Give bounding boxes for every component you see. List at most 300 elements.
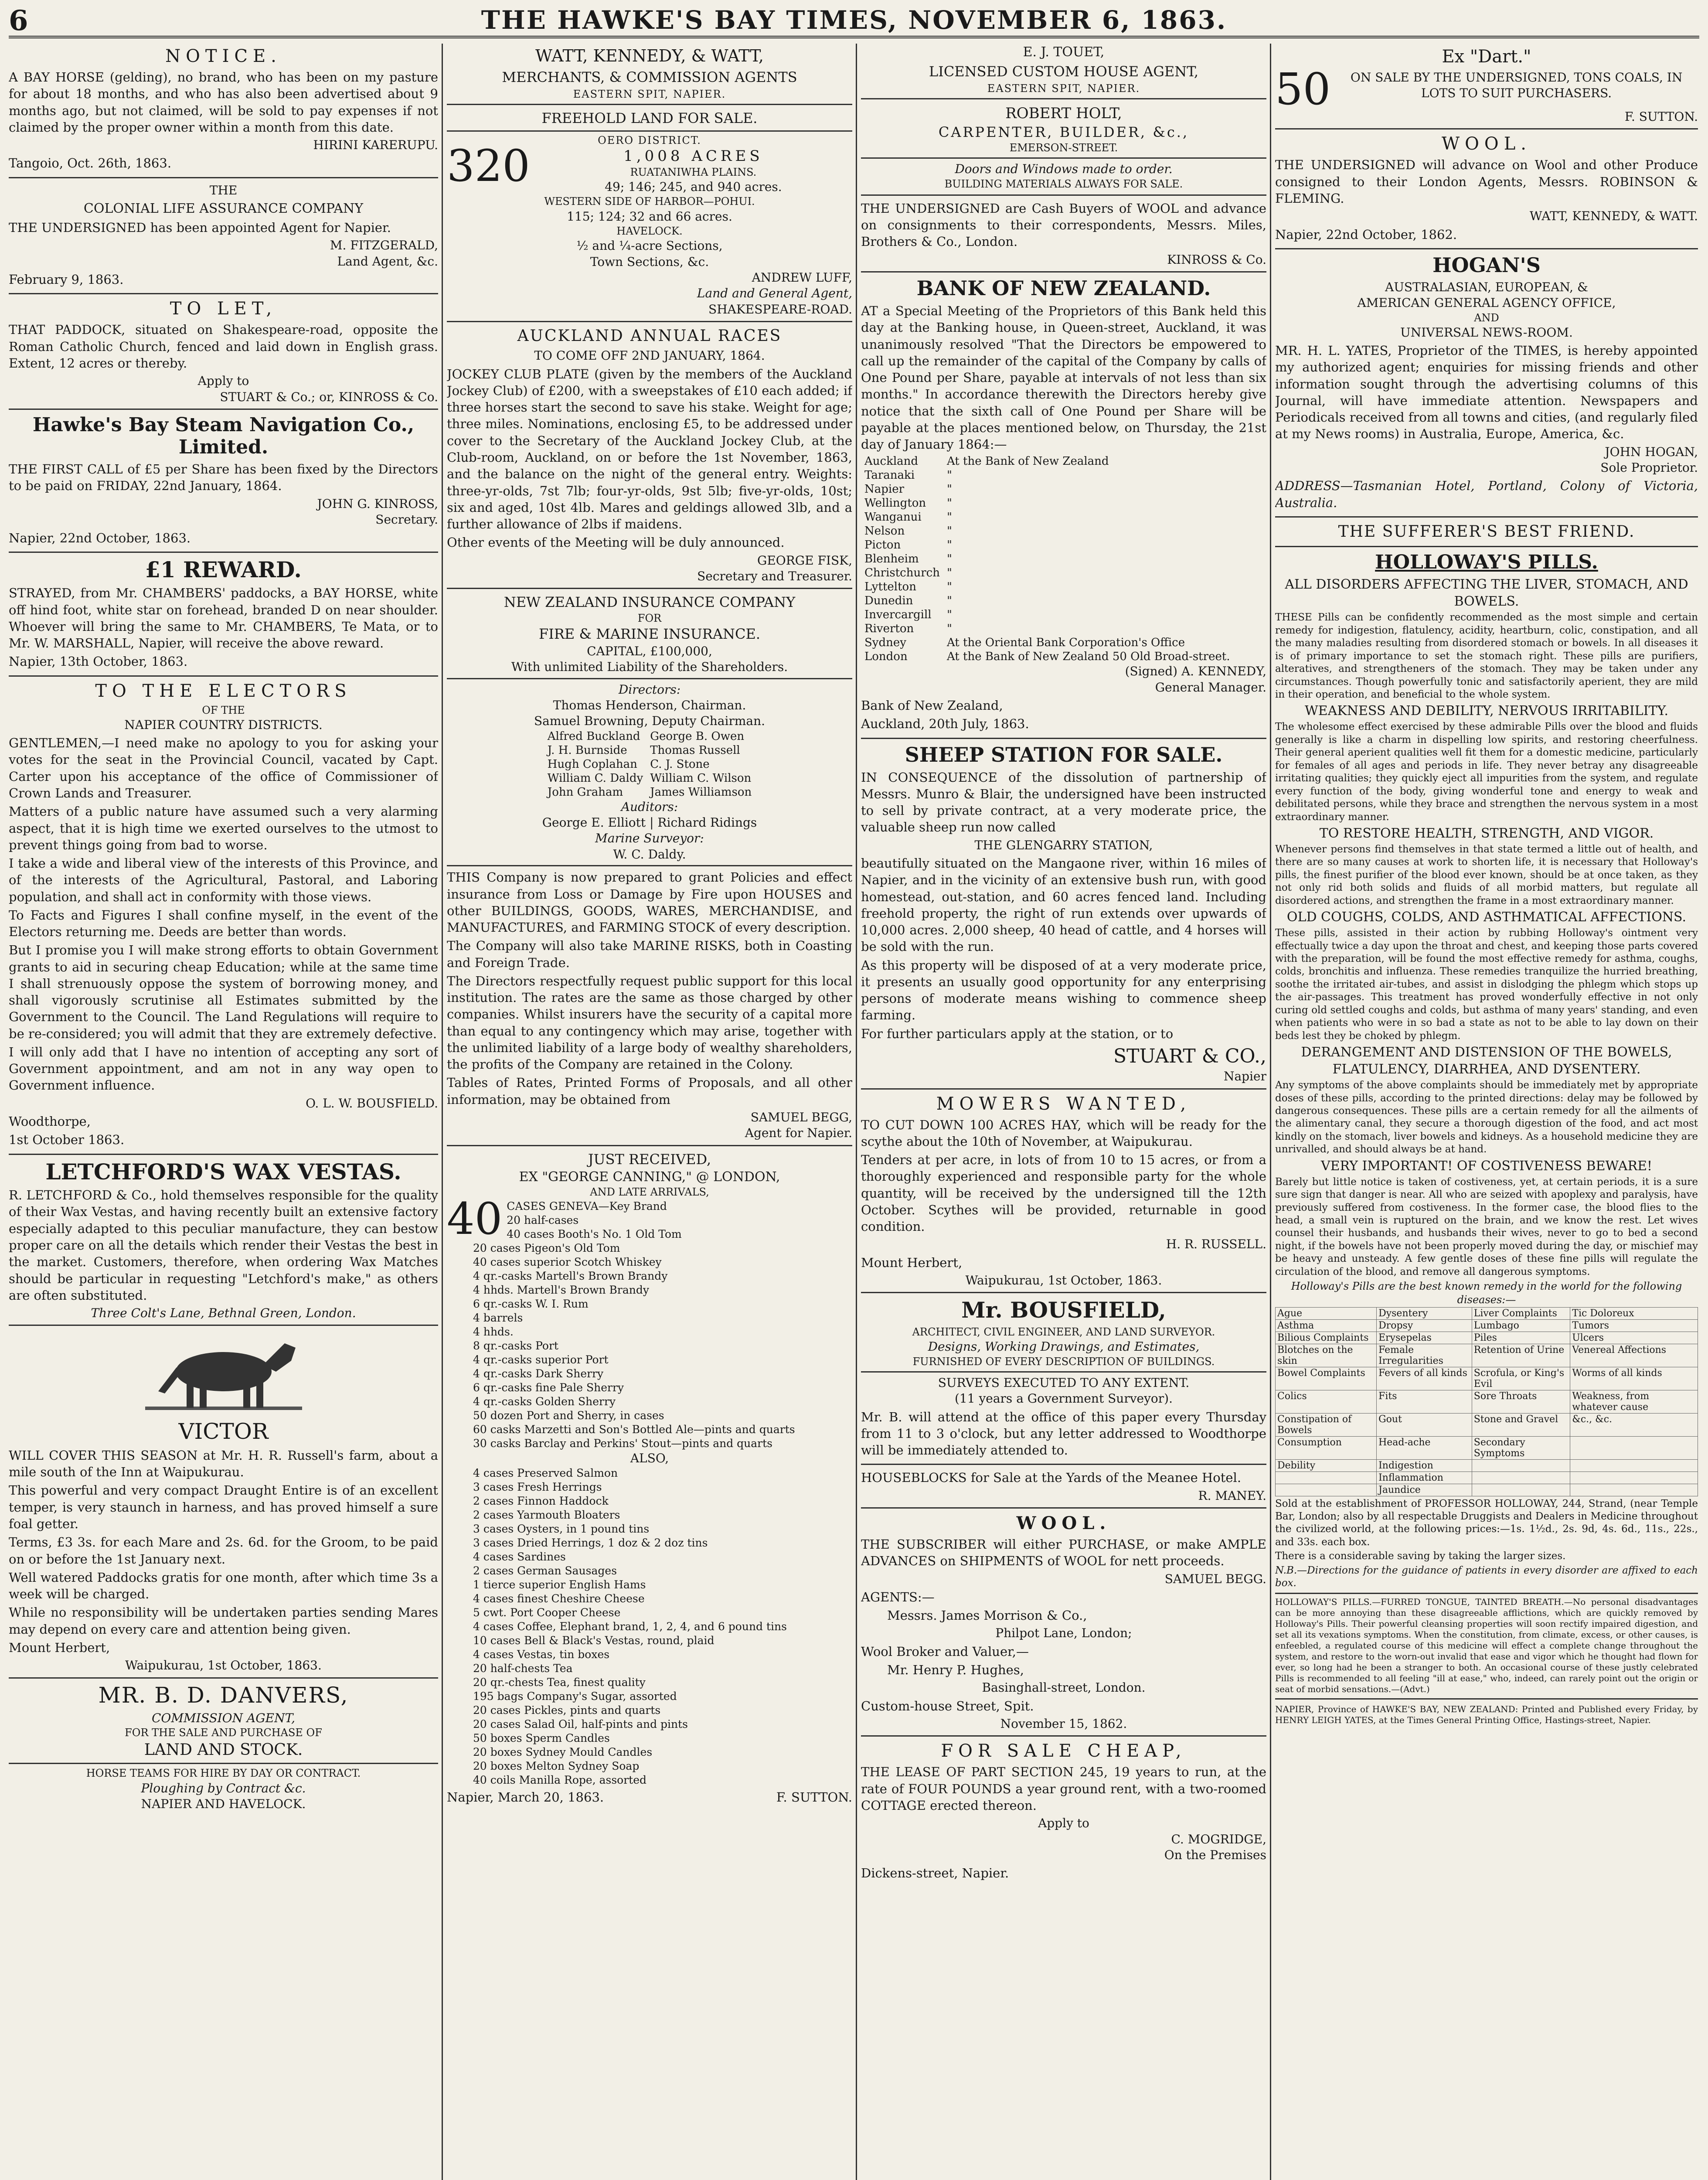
list-item: 20 half-chests Tea <box>473 1662 573 1675</box>
ad-bousfield <box>861 1298 1266 1465</box>
ad-signature: (Signed) A. KENNEDY, <box>1125 664 1266 679</box>
payment-location: " <box>946 608 952 622</box>
ad-subtitle: ARCHITECT, CIVIL ENGINEER, AND LAND SURVEYOR. <box>912 1325 1215 1338</box>
ad-title: Hawke's Bay Steam Navigation Co., Limited. <box>32 414 415 458</box>
ad-touet <box>861 44 1266 99</box>
ad-signature: O. L. W. BOUSFIELD. <box>306 1096 438 1110</box>
ad-subtitle: (11 years a Government Surveyor). <box>955 1391 1173 1406</box>
ad-paragraph: The Directors respectfully request public support for this local institution. The rates are the same as those charged by other companies. Whilst insurers have the security of a capital more than equal to any contingency which may arise, together with the unlimited liability of a large body of wealthy shareholders, the profits of the Company are retained in the Colony. <box>447 973 852 1072</box>
disease-cell: Jaundice <box>1377 1484 1472 1496</box>
ad-paragraph: THIS Company is now prepared to grant Policies and effect insurance from Loss or Damage by Fire upon HOUSES and other BUILDINGS, GOODS, WARES, MERCHANDISE, and MANUFACTURES, and FARMING STOCK of every description. <box>447 870 852 935</box>
list-item: 6 qr.-casks fine Pale Sherry <box>473 1381 624 1394</box>
acreage-number: 320 <box>447 146 530 191</box>
ad-subtitle: FURNISHED OF EVERY DESCRIPTION OF BUILDINGS. <box>912 1355 1215 1368</box>
list-item: 10 cases Bell & Black's Vestas, round, plaid <box>473 1634 715 1647</box>
disease-cell: Blotches on the skin <box>1276 1344 1377 1367</box>
ad-address: Three Colt's Lane, Bethnal Green, London. <box>91 1306 356 1321</box>
list-item: 4 hhds. Martell's Brown Brandy <box>473 1283 649 1296</box>
ad-nz-insurance: NEW ZEALAND INSURANCE COMPANY FOR FIRE & MARINE INSURANCE. CAPITAL, £100,000, With unlimited Liability of the Shareholders. Directors: Thomas Henderson, Chairman. Samuel Browning, Deputy Chairman. Alfred Buckland George B. Owen J. H. Burnside Thomas Russell Hugh Coplahan C. J. Stone William C. Daldy William C. Wilson John Graham James Williamson Auditors: George E. Elliott | Richard Ridings Marine Surveyor: W. C. Daldy. THIS Company is now prepared to grant Policies and effect insurance from Loss or Damage by Fire upon HOUSES and other BUILDINGS, GOODS, WARES, MERCHANDISE, and MANUFACTURES, and FARMING STOCK of every description. The Company will also take MARINE RISKS, both in Coasting and Foreign Trade. The Directors respectfully request public support for this local institution. The rates are the same as those charged by other companies. Whilst insurers have the security of a capital more than equal to any contingency which may arise, together with the unlimited liability of a large body of wealthy shareholders, the profits of the Company are retained in the Colony. Tables of Rates, Printed Forms of Proposals, and all other information, may be obtained from SAMUEL BEGG, Agent for Napier. <box>447 593 852 1146</box>
ad-paragraph: This powerful and very compact Draught Entire is of an excellent temper, is very staunch in harness, and has proved himself a sure foal getter. <box>9 1483 438 1531</box>
ad-date: Napier, 13th October, 1863. <box>9 654 188 669</box>
ad-signature-role: Land Agent, &c. <box>337 254 438 269</box>
list-item: 3 cases Dried Herrings, 1 doz & 2 doz tins <box>473 1536 708 1549</box>
place-name: Auckland <box>864 455 919 468</box>
list-item: 40 cases Booth's No. 1 Old Tom <box>507 1227 682 1240</box>
column-rule <box>856 44 857 2180</box>
ad-subtitle: Designs, Working Drawings, and Estimates, <box>928 1339 1200 1354</box>
ad-paragraph: N.B.—Directions for the guidance of patients in every disorder are affixed to each box. <box>1275 1564 1698 1589</box>
ad-lots: ½ and ¼-acre Sections, <box>576 238 723 253</box>
payment-places-table <box>861 454 1234 664</box>
auditor-name: Richard Ridings <box>657 815 757 830</box>
ad-date: November 15, 1862. <box>1000 1717 1127 1731</box>
ad-title: NEW ZEALAND INSURANCE COMPANY <box>504 594 796 611</box>
list-item: 2 cases Yarmouth Bloaters <box>473 1508 620 1521</box>
ad-body: THAT PADDOCK, situated on Shakespeare-road, opposite the Roman Catholic Church, fenced and laid down in English grass. Extent, 12 acres or thereby. <box>9 322 438 371</box>
disease-cell: Bowel Complaints <box>1276 1367 1377 1390</box>
section-heading: OLD COUGHS, COLDS, AND ASTHMATICAL AFFECTIONS. <box>1286 909 1687 925</box>
payment-location: " <box>946 511 952 524</box>
director-name: William C. Daldy <box>547 771 643 785</box>
section-heading: DERANGEMENT AND DISTENSION OF THE BOWELS, FLATULENCY, DIARRHEA, AND DYSENTERY. <box>1301 1045 1672 1077</box>
disease-cell <box>1472 1484 1570 1496</box>
ad-signature-role: Sole Proprietor. <box>1600 460 1698 475</box>
ad-place: Woodthorpe, <box>9 1114 91 1129</box>
disease-cell <box>1570 1472 1698 1484</box>
ad-address: ADDRESS—Tasmanian Hotel, Portland, Colony of Victoria, Australia. <box>1275 478 1698 510</box>
divider <box>9 1763 438 1764</box>
ad-signature-role: Agent for Napier. <box>745 1126 852 1141</box>
disease-cell: Lumbago <box>1472 1319 1570 1332</box>
ad-sufferers-friend <box>1275 522 1698 547</box>
list-item: 20 qr.-chests Tea, finest quality <box>473 1676 646 1689</box>
disease-cell: Tumors <box>1570 1319 1698 1332</box>
ad-title: HOGAN'S <box>1432 253 1541 277</box>
list-item: 4 cases Vestas, tin boxes <box>473 1648 610 1661</box>
ad-title: Ex "Dart." <box>1442 47 1531 67</box>
ad-wool-watt <box>1275 134 1698 249</box>
director-name: Thomas Russell <box>650 743 740 757</box>
ad-title: FOR SALE CHEAP, <box>941 1741 1187 1761</box>
ad-label: Auditors: <box>621 799 678 814</box>
ad-subtitle: FIRE & MARINE INSURANCE. <box>538 626 760 643</box>
ad-place: Tangoio, Oct. 26th, 1863. <box>9 156 172 171</box>
place-name: Nelson <box>864 525 905 538</box>
payment-location: " <box>946 497 952 510</box>
director-name: James Williamson <box>650 785 752 799</box>
ad-subtitle: COMMISSION AGENT, <box>151 1711 296 1725</box>
disease-cell: Bilious Complaints <box>1276 1332 1377 1344</box>
ad-signature-role: Napier <box>1223 1069 1266 1084</box>
ad-houseblocks <box>861 1469 1266 1509</box>
ad-label: AGENTS:— <box>861 1589 935 1604</box>
agent-line: Mr. Henry P. Hughes, <box>887 1662 1024 1678</box>
list-item: 20 cases Pigeon's Old Tom <box>473 1241 620 1254</box>
list-item: 3 cases Oysters, in 1 pound tins <box>473 1522 650 1535</box>
ad-danvers <box>9 1683 438 1816</box>
ad-reward <box>9 557 438 677</box>
ad-address: Dickens-street, Napier. <box>861 1866 1009 1881</box>
list-item: 2 cases Finnon Haddock <box>473 1494 609 1507</box>
disease-cell: Indigestion <box>1377 1459 1472 1472</box>
section-heading: ALL DISORDERS AFFECTING THE LIVER, STOMACH, AND BOWELS. <box>1285 577 1688 610</box>
payment-location: " <box>946 622 952 636</box>
ad-address: EASTERN SPIT, NAPIER. <box>573 88 726 100</box>
ad-paragraph: Matters of a public nature have assumed such a very alarming aspect, that it is high time we exerted ourselves to the utmost to prevent things going from bad to worse. <box>9 804 438 852</box>
director-name: Alfred Buckland <box>547 729 640 743</box>
ad-title: HOLLOWAY'S PILLS. <box>1375 551 1598 573</box>
ad-signature: SAMUEL BEGG. <box>1164 1571 1266 1586</box>
ad-electors <box>9 681 438 1155</box>
ad-title: WATT, KENNEDY, & WATT, <box>535 46 764 65</box>
ad-signature-role: General Manager. <box>1155 680 1266 695</box>
table-row <box>861 524 1234 538</box>
disease-cell: Liver Complaints <box>1472 1307 1570 1319</box>
page-header <box>9 4 1699 37</box>
ad-title: ROBERT HOLT, <box>1005 105 1122 123</box>
divider <box>447 678 852 679</box>
ad-subtitle: AND LATE ARRIVALS, <box>590 1186 709 1199</box>
ad-hogans <box>1275 254 1698 518</box>
ad-auckland-races <box>447 327 852 589</box>
table-row <box>544 771 755 785</box>
ad-signature: ANDREW LUFF, <box>752 270 852 285</box>
ad-signature: JOHN HOGAN, <box>1605 444 1698 459</box>
table-row <box>1276 1319 1698 1332</box>
table-row <box>861 510 1234 524</box>
ad-line: Doors and Windows made to order. <box>955 162 1173 177</box>
agent-line: Basinghall-street, London. <box>982 1680 1146 1695</box>
ad-date: Waipukurau, 1st October, 1863. <box>965 1273 1162 1288</box>
table-row <box>1276 1459 1698 1472</box>
ad-just-received <box>447 1151 852 1811</box>
disease-cell: Dysentery <box>1377 1307 1472 1319</box>
ad-signature-role: On the Premises <box>1164 1847 1266 1862</box>
disease-cell: Asthma <box>1276 1319 1377 1332</box>
disease-cell: Colics <box>1276 1390 1377 1413</box>
ad-subtitle: HORSE TEAMS FOR HIRE BY DAY OR CONTRACT. <box>86 1767 361 1780</box>
ad-address: EMERSON-STREET. <box>1009 142 1118 154</box>
ad-paragraph: The Company will also take MARINE RISKS, both in Coasting and Foreign Trade. <box>447 938 852 970</box>
column-3 <box>861 44 1266 2180</box>
ad-wax-vestas <box>9 1159 438 1326</box>
ad-subtitle: Ploughing by Contract &c. <box>141 1781 306 1795</box>
ad-signature: STUART & Co.; or, KINROSS & Co. <box>220 389 438 404</box>
disease-cell <box>1472 1472 1570 1484</box>
section-heading: TO RESTORE HEALTH, STRENGTH, AND VIGOR. <box>1319 825 1654 841</box>
ad-subtitle: SURVEYS EXECUTED TO ANY EXTENT. <box>938 1375 1190 1390</box>
ad-body: THE FIRST CALL of £5 per Share has been fixed by the Directors to be paid on FRIDAY, 22nd January, 1864. <box>9 462 438 494</box>
ad-address: EASTERN SPIT, NAPIER. <box>987 82 1140 95</box>
ad-district: RUATANIWHA PLAINS. <box>630 166 757 178</box>
ad-subtitle: ALSO, <box>630 1451 669 1465</box>
table-row <box>861 622 1234 636</box>
disease-cell: Female Irregularities <box>1377 1344 1472 1367</box>
ad-paragraph: Well watered Paddocks gratis for one month, after which time 3s a week will be charged. <box>9 1570 438 1602</box>
table-row <box>1276 1307 1698 1319</box>
ad-paragraph: I will only add that I have no intention of accepting any sort of Government appointment, and am not in any way open to Government influence. <box>9 1044 438 1093</box>
ad-subtitle: LICENSED CUSTOM HOUSE AGENT, <box>929 63 1199 80</box>
ad-signature: R. MANEY. <box>1198 1488 1266 1503</box>
list-item: 20 boxes Sydney Mould Candles <box>473 1745 653 1758</box>
goods-list <box>447 1466 852 1787</box>
ad-body: Other events of the Meeting will be duly announced. <box>447 535 785 550</box>
ad-title: £1 REWARD. <box>145 556 302 582</box>
disease-cell: Retention of Urine <box>1472 1344 1570 1367</box>
ad-victor <box>9 1330 438 1678</box>
disease-cell: Ulcers <box>1570 1332 1698 1344</box>
table-row <box>861 594 1234 608</box>
payment-location: At the Bank of New Zealand 50 Old Broad-street. <box>946 650 1230 664</box>
table-row <box>861 580 1234 594</box>
ad-address: SHAKESPEARE-ROAD. <box>708 302 852 317</box>
ad-subtitle: TO COME OFF 2ND JANUARY, 1864. <box>534 348 765 363</box>
column-rule <box>442 44 443 2180</box>
ad-district: HAVELOCK. <box>616 225 683 237</box>
disease-cell <box>1570 1436 1698 1459</box>
ad-signature: M. FITZGERALD, <box>330 238 438 253</box>
diseases-table <box>1275 1307 1698 1496</box>
ad-body: ON SALE BY THE UNDERSIGNED, TONS COALS, IN LOTS TO SUIT PURCHASERS. <box>1350 70 1683 101</box>
ad-signature-role: Secretary and Treasurer. <box>697 569 852 583</box>
list-item: 2 cases German Sausages <box>473 1564 617 1577</box>
ad-signature: C. MOGRIDGE, <box>1171 1832 1266 1846</box>
payment-location: At the Bank of New Zealand <box>946 455 1109 468</box>
ad-title: COLONIAL LIFE ASSURANCE COMPANY <box>83 201 364 217</box>
place-name: Sydney <box>864 636 906 650</box>
list-item: 4 hhds. <box>473 1325 514 1338</box>
ad-signature: STUART & CO., <box>1113 1045 1266 1067</box>
ad-date: Auckland, 20th July, 1863. <box>861 716 1029 732</box>
ad-apply: Apply to <box>1038 1816 1089 1831</box>
payment-location: " <box>946 538 952 552</box>
ad-robert-holt <box>861 104 1266 196</box>
ad-label: Directors: <box>618 682 681 697</box>
list-item: 4 qr.-casks Dark Sherry <box>473 1367 604 1380</box>
goods-list <box>447 1199 852 1451</box>
ad-body: STRAYED, from Mr. CHAMBERS' paddocks, a BAY HORSE, white off hind foot, white star on forehead, branded D on near shoulder. Whoever will bring the same to Mr. CHAMBERS, Te Mata, or to Mr. W. MARSHALL, Napier, will receive the above reward. <box>9 586 438 651</box>
ad-paragraph: Sold at the establishment of PROFESSOR HOLLOWAY, 244, Strand, (near Temple Bar, London; also by all respectable Druggists and Dealers in Medicine throughout the civilized world, at the following prices:—1s. 1½d., 2s. 9d, 4s. 6d., 11s., 22s., and 33s. each box. <box>1275 1498 1698 1548</box>
ad-capital: CAPITAL, £100,000, <box>587 644 712 658</box>
place-name: Blenheim <box>864 552 919 566</box>
disease-cell <box>1276 1472 1377 1484</box>
divider <box>1275 1593 1698 1594</box>
ad-for-sale-cheap <box>861 1741 1266 1887</box>
ad-wool-kinross <box>861 200 1266 272</box>
ad-subtitle: NAPIER AND HAVELOCK. <box>141 1796 306 1811</box>
table-row <box>1276 1344 1698 1367</box>
payment-location: " <box>946 580 952 594</box>
ad-title: LETCHFORD'S WAX VESTAS. <box>45 1158 401 1185</box>
ad-paragraph: GENTLEMEN,—I need make no apology to you for asking your votes for the seat in the Provincial Council, vacated by Capt. Carter upon his acceptance of the office of Commissioner of Crown Lands and Treasurer. <box>9 736 438 800</box>
disease-cell: Sore Throats <box>1472 1390 1570 1413</box>
ad-subtitle: AUSTRALASIAN, EUROPEAN, & <box>1385 279 1588 294</box>
table-row <box>544 757 755 771</box>
list-item: 6 qr.-casks W. I. Rum <box>473 1297 589 1310</box>
ad-dart-coals <box>1275 46 1698 129</box>
disease-cell: Constipation of Bowels <box>1276 1413 1377 1436</box>
ad-subtitle: CARPENTER, BUILDER, &c., <box>938 123 1189 140</box>
ad-apply: Apply to <box>197 374 249 388</box>
ad-body: HOUSEBLOCKS for Sale at the Yards of the Meanee Hotel. <box>861 1470 1242 1485</box>
list-item: 20 half-cases <box>507 1213 579 1226</box>
ad-to-let <box>9 299 438 410</box>
tons-number: 50 <box>1275 70 1331 109</box>
ad-subtitle: MERCHANTS, & COMMISSION AGENTS <box>502 68 797 85</box>
table-row <box>1276 1390 1698 1413</box>
ad-title: FREEHOLD LAND FOR SALE. <box>541 109 758 126</box>
disease-cell: Scrofula, or King's Evil <box>1472 1367 1570 1390</box>
disease-cell <box>1570 1459 1698 1472</box>
ad-title: Mr. BOUSFIELD, <box>961 1297 1166 1323</box>
ad-lots: Town Sections, &c. <box>590 254 709 269</box>
ad-paragraph: These pills, assisted in their action by rubbing Holloway's ointment very effectually twice a day upon the throat and chest, and keeping those parts covered with the preparation, will be found the most effective remedy for asthma, coughs, colds, bronchitis and influenza. These remedies tranquilize the hurried breathing, soothe the irritated air-tubes, and assist in dislodging the phlegm which stops up the air-passages. This treatment has proved wonderfully effective in not only curing old settled coughs and colds, but asthma of many years' standing, and even when patients who were in so bad a state as not to be able to lay down on their beds lest they be choked by phlegm. <box>1275 927 1698 1042</box>
ad-body: Tenders at per acre, in lots of from 10 to 15 acres, or from a thoroughly experienced and responsible party for the whole quantity, will be received by the undersigned till the 12th October. Scythes will be provided, returnable in good condition. <box>861 1152 1266 1234</box>
header-rule <box>9 36 1699 42</box>
list-item: 50 boxes Sperm Candles <box>473 1731 610 1744</box>
table-row <box>1276 1436 1698 1459</box>
ad-signature-role: Secretary. <box>375 512 438 527</box>
ad-signature: H. R. RUSSELL. <box>1166 1237 1266 1252</box>
ad-title: BANK OF NEW ZEALAND. <box>916 276 1211 300</box>
table-caption: Holloway's Pills are the best known remedy in the world for the following diseases:— <box>1291 1280 1682 1306</box>
place-name: Wanganui <box>864 511 922 524</box>
chairman: Thomas Henderson, Chairman. <box>553 698 746 712</box>
director-name: C. J. Stone <box>650 757 710 771</box>
table-row <box>1276 1332 1698 1344</box>
ad-freehold <box>447 109 852 322</box>
table-row <box>861 552 1234 566</box>
disease-cell: &c., &c. <box>1570 1413 1698 1436</box>
ad-line: BUILDING MATERIALS ALWAYS FOR SALE. <box>944 177 1183 190</box>
payment-location: " <box>946 552 952 566</box>
place-name: Picton <box>864 538 901 552</box>
table-row <box>861 496 1234 510</box>
disease-cell: Inflammation <box>1377 1472 1472 1484</box>
ad-body: A BAY HORSE (gelding), no brand, who has been on my pasture for about 18 months, and who has also been advertised about 9 months ago, but not claimed, will be sold to pay expenses if not claimed by the proper owner within a month from this date. <box>9 70 438 135</box>
printer-imprint: NAPIER, Province of HAWKE'S BAY, NEW ZEALAND: Printed and Published every Friday, by HENRY LEIGH YATES, at the Times General Printing Office, Hastings-street, Napier. <box>1275 1703 1698 1725</box>
table-row <box>861 468 1234 482</box>
directors-table <box>544 729 755 799</box>
place-name: Lyttelton <box>864 580 916 594</box>
ad-signature-role: Land and General Agent, <box>697 286 852 301</box>
ad-body: MR. H. L. YATES, Proprietor of the TIMES, is hereby appointed my authorized agent; enquiries for missing friends and other information sought through the advertising columns of this Journal, will have immediate attention. Newspapers and Periodicals received from all towns and cities, (and regularly filed at my News rooms) in Australia, Europe, America, &c. <box>1275 343 1698 442</box>
ad-steam-navigation <box>9 414 438 553</box>
disease-cell: Tic Doloreux <box>1570 1307 1698 1319</box>
disease-cell: Dropsy <box>1377 1319 1472 1332</box>
place-name: Taranaki <box>864 469 915 482</box>
table-row <box>544 743 755 757</box>
agent-line: Messrs. James Morrison & Co., <box>887 1608 1087 1623</box>
disease-cell: Stone and Gravel <box>1472 1413 1570 1436</box>
ad-paragraph: While no responsibility will be undertaken parties sending Mares may depend on every care and attention being given. <box>9 1605 438 1637</box>
ad-wool-begg <box>861 1513 1266 1737</box>
list-item: 4 qr.-casks superior Port <box>473 1353 609 1366</box>
disease-cell <box>1472 1459 1570 1472</box>
table-row <box>861 608 1234 622</box>
list-item: 50 dozen Port and Sherry, in cases <box>473 1409 664 1422</box>
list-item: 4 cases Coffee, Elephant brand, 1, 2, 4, and 6 pound tins <box>473 1620 787 1633</box>
list-item: 40 coils Manilla Rope, assorted <box>473 1773 646 1786</box>
ad-paragraph: Tables of Rates, Printed Forms of Proposals, and all other information, may be obtained from <box>447 1075 852 1107</box>
disease-cell: Gout <box>1377 1413 1472 1436</box>
column-rule <box>1270 44 1271 2180</box>
place-name: Riverton <box>864 622 914 636</box>
list-item: 4 barrels <box>473 1311 523 1324</box>
ad-body: JOCKEY CLUB PLATE (given by the members of the Auckland Jockey Club) of £200, with a sweepstakes of £10 each added; if three horses start the second to save his stake. Weight for age; three miles. Nominations, enclosing £5, to be addressed under cover to the Secretary of the Auckland Jockey Club, at the Club-room, Auckland, on or before the 1st November, 1863, and the balance on the night of the general entry. Weights: three-yr-olds, 7st 7lb; four-yr-olds, 9st 5lb; five-yr-olds, 10st; six and aged, 10st 4lb. Mares and geldings allowed 3lb, and a further allowance of 2lbs if maidens. <box>447 366 852 532</box>
ad-paragraph: The wholesome effect exercised by these admirable Pills over the blood and fluids generally is like a charm in dispelling low spirits, and restoring cheerfulness. Their general aperient qualities well fit them for a domestic medicine, particularly for females of all ages and periods in life. They never betray any disagreeable irritating qualities; they quickly eject all impurities from the system, and regulate every function of the body, giving wonderful tone and energy to weak and debilitated persons, while they brace and strengthen the nervous system in a most extraordinary manner. <box>1275 721 1698 823</box>
place-name: Dunedin <box>864 594 913 608</box>
disease-cell: Fevers of all kinds <box>1377 1367 1472 1390</box>
ad-body: TO CUT DOWN 100 ACRES HAY, which will be ready for the scythe about the 10th of November, at Waipukurau. <box>861 1117 1266 1149</box>
table-row <box>1276 1367 1698 1390</box>
divider <box>447 865 852 866</box>
payment-location: " <box>946 566 952 580</box>
ad-title: TO THE ELECTORS <box>95 681 352 701</box>
ad-paragraph: But I promise you I will make strong efforts to obtain Government grants to aid in securing cheap Education; while at the same time I shall strenuously oppose the system of borrowing money, and shall vigorously scrutinise all Estimates submitted by the Government to the Council. The Land Regulations will require to be re-considered; you will admit that they are extremely defective. <box>9 943 438 1041</box>
acreage-label: 1,008 ACRES <box>623 147 763 165</box>
list-item: 60 casks Marzetti and Son's Bottled Ale—pints and quarts <box>473 1423 795 1436</box>
place-name: Invercargill <box>864 608 932 622</box>
ad-holloway-pills <box>1275 552 1698 1700</box>
ad-paragraph: I take a wide and liberal view of the interests of this Province, and of the interests of the Agricultural, Pastoral, and Laboring population, and shall act in conformity with those views. <box>9 856 438 904</box>
disease-cell: Piles <box>1472 1332 1570 1344</box>
ad-paragraph: Whenever persons find themselves in that state termed a little out of health, and there are so many causes at work to shorten life, it is necessary that Holloway's pills, the finest purifier of the blood ever known, should be at once taken, as they not only rid both solids and fluids of all morbid matters, but regulate all disordered actions, and strengthen the frame in a most extraordinary manner. <box>1275 843 1698 906</box>
table-row <box>1276 1484 1698 1496</box>
list-item: 4 qr.-casks Martell's Brown Brandy <box>473 1269 668 1282</box>
ad-body: As this property will be disposed of at a very moderate price, it presents an usually good opportunity for any enterprising persons of moderate means wishing to commence sheep farming. <box>861 957 1266 1023</box>
masthead: THE HAWKE'S BAY TIMES, NOVEMBER 6, 1863. <box>481 5 1227 35</box>
disease-cell: Secondary Symptoms <box>1472 1436 1570 1459</box>
list-item: 40 cases superior Scotch Whiskey <box>473 1255 662 1268</box>
list-item: 1 tierce superior English Hams <box>473 1578 646 1591</box>
place-name: London <box>864 650 908 664</box>
place-name: Wellington <box>864 497 926 510</box>
table-row <box>1276 1413 1698 1436</box>
payment-location: " <box>946 469 952 482</box>
ad-signature: F. SUTTON. <box>1624 109 1698 124</box>
ad-title: VICTOR <box>178 1419 269 1444</box>
ad-paragraph: There is a considerable saving by taking the larger sizes. <box>1275 1550 1566 1562</box>
ad-signature: HIRINI KARERUPU. <box>313 138 438 153</box>
ad-date: 1st October 1863. <box>9 1132 125 1148</box>
section-heading: VERY IMPORTANT! OF COSTIVENESS BEWARE! <box>1320 1158 1653 1174</box>
ad-subtitle: EX "GEORGE CANNING," @ LONDON, <box>519 1169 780 1185</box>
ad-signature: KINROSS & Co. <box>1167 252 1266 267</box>
section-heading: WEAKNESS AND DEBILITY, NERVOUS IRRITABILITY. <box>1304 703 1669 719</box>
list-item: 20 cases Pickles, pints and quarts <box>473 1703 661 1717</box>
ad-signature: WATT, KENNEDY, & WATT. <box>1529 209 1698 224</box>
disease-cell: Debility <box>1276 1459 1377 1472</box>
horse-engraving-icon <box>9 1330 438 1415</box>
ad-mowers <box>861 1094 1266 1294</box>
ad-colonial-life <box>9 183 438 295</box>
ad-place: Mount Herbert, <box>9 1640 110 1655</box>
page-number: 6 <box>9 4 28 37</box>
ad-title: JUST RECEIVED, <box>588 1151 711 1168</box>
table-row <box>861 482 1234 496</box>
disease-cell: Head-ache <box>1377 1436 1472 1459</box>
ad-date: Napier, 22nd October, 1863. <box>9 530 191 545</box>
payment-location: " <box>946 483 952 496</box>
auditor-name: George E. Elliott <box>542 815 646 830</box>
disease-cell <box>1570 1484 1698 1496</box>
table-row <box>544 729 755 743</box>
ad-district: OERO DISTRICT. <box>598 134 701 146</box>
place-name: Napier <box>864 483 905 496</box>
disease-cell <box>1276 1484 1377 1496</box>
ad-date: February 9, 1863. <box>9 272 124 287</box>
